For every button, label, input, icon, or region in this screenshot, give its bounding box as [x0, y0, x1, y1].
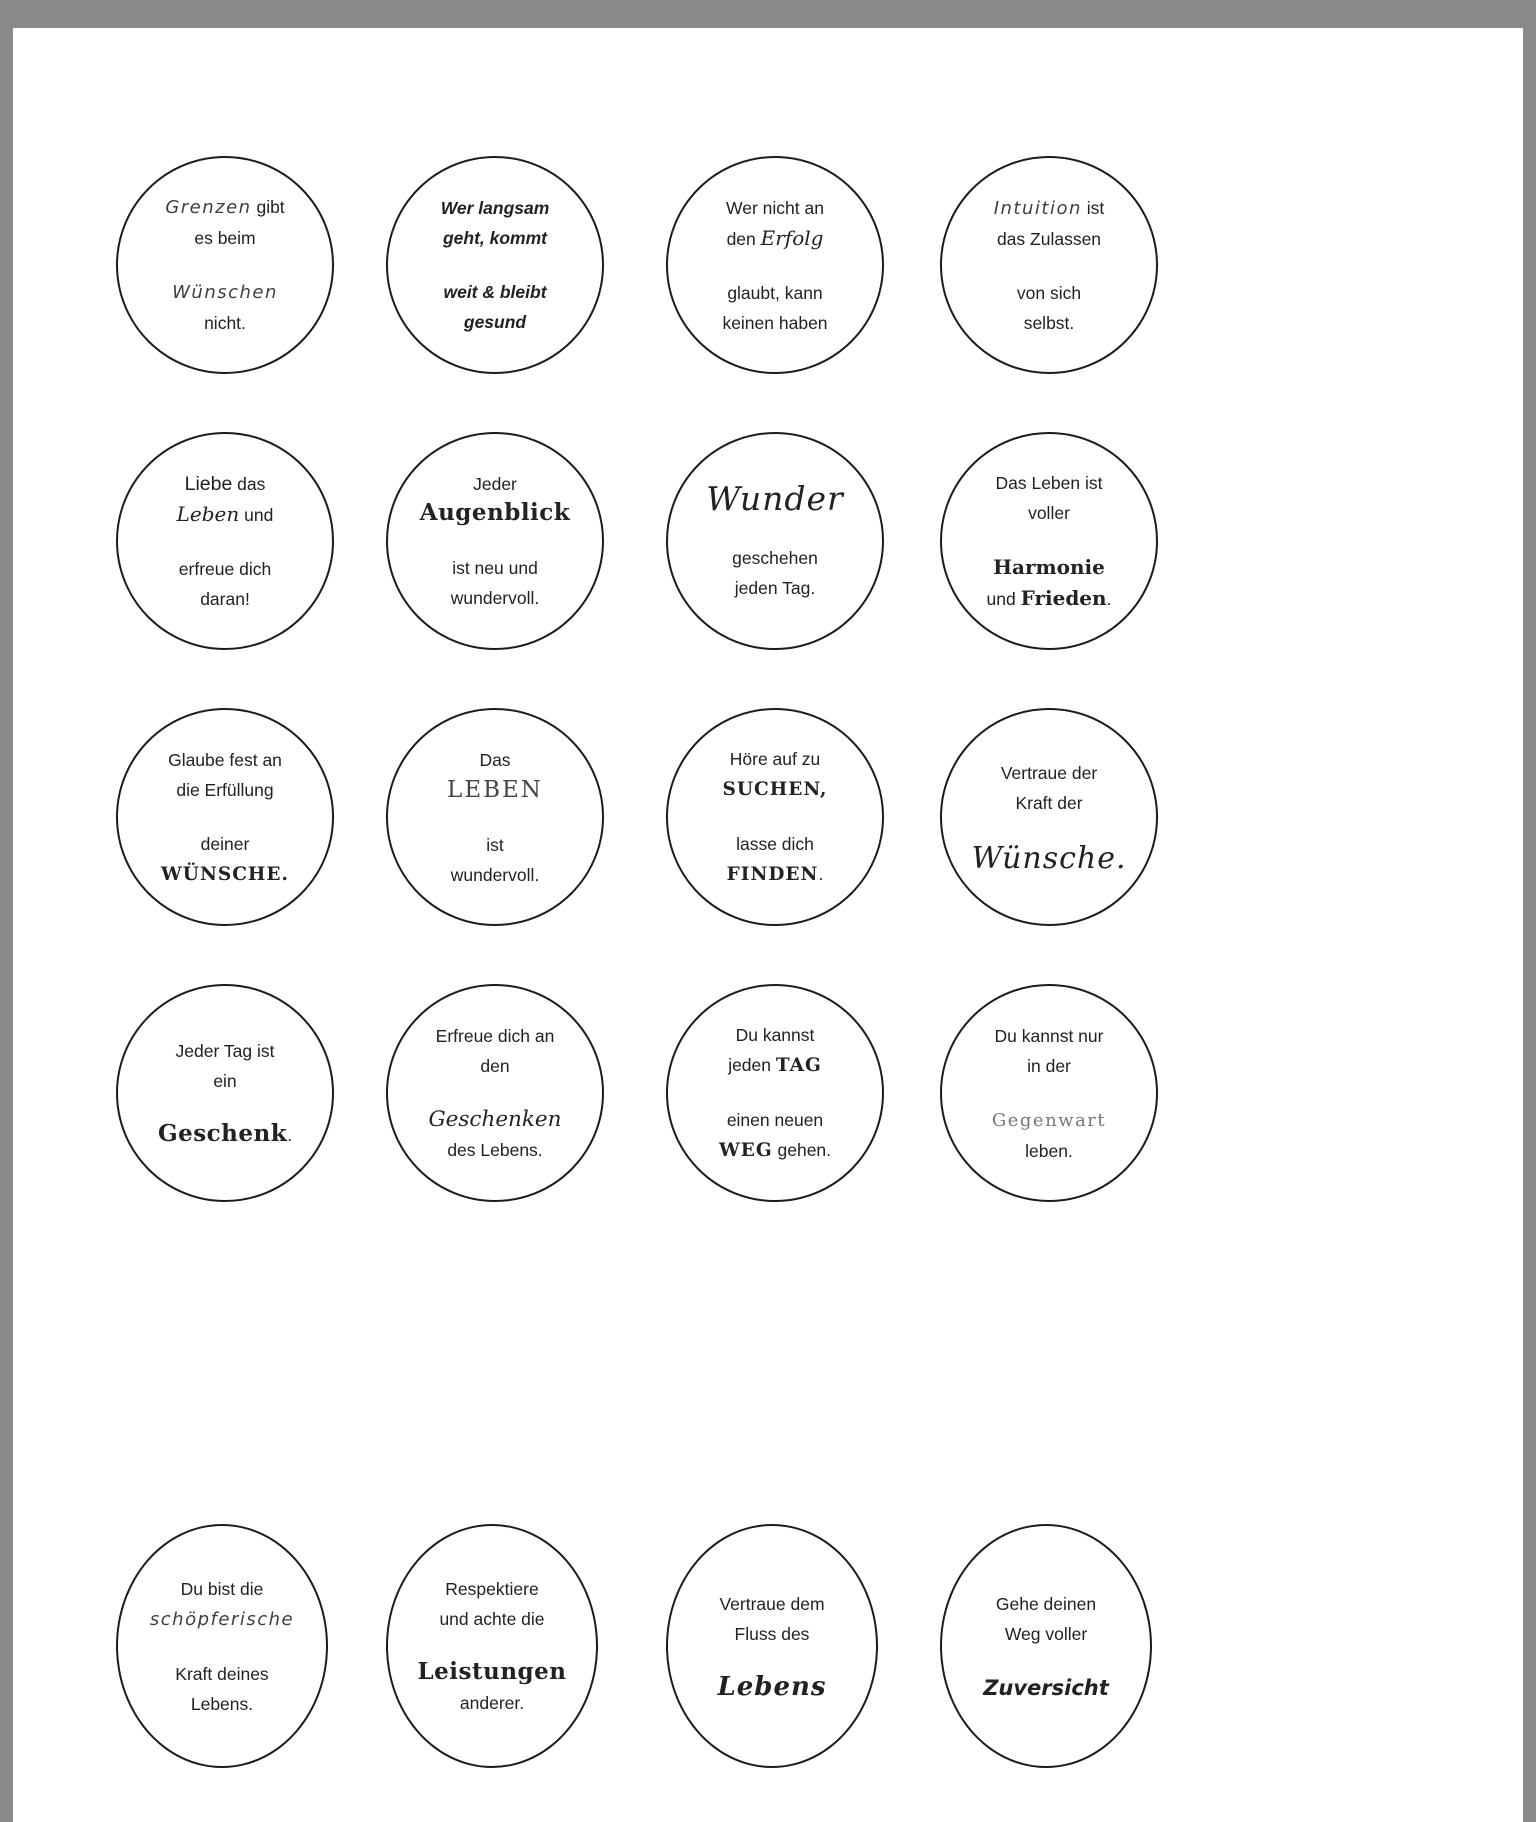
affirmation-circle — [386, 708, 604, 926]
text-line — [194, 223, 255, 253]
text-segment: und achte die — [439, 1609, 545, 1629]
text-segment: Vertraue der — [1000, 762, 1098, 783]
text-segment: und — [239, 504, 274, 525]
affirmation-circle — [666, 1524, 878, 1768]
affirmation-circle — [386, 984, 604, 1202]
text-segment: leben. — [1025, 1140, 1073, 1161]
text-line — [168, 745, 282, 775]
affirmation-circle — [116, 432, 334, 650]
text-segment: das — [232, 473, 266, 494]
text-line — [995, 468, 1102, 498]
text-segment: Das Leben ist — [995, 473, 1103, 493]
text-line — [736, 829, 814, 859]
text-line — [165, 192, 284, 223]
text-line — [473, 469, 517, 499]
affirmation-circle — [940, 984, 1158, 1202]
text-line — [429, 1105, 562, 1135]
text-segment: ist neu und — [452, 558, 538, 578]
text-segment: gehen. — [772, 1140, 832, 1160]
affirmation-circle — [116, 984, 334, 1202]
text-segment: des Lebens. — [447, 1140, 543, 1160]
text-line — [200, 584, 250, 614]
text-line — [176, 775, 273, 805]
text-line — [706, 480, 844, 519]
text-line — [722, 308, 827, 338]
text-line — [1015, 788, 1082, 818]
text-line — [172, 277, 278, 308]
text-segment: ist — [486, 834, 504, 855]
text-line — [486, 830, 504, 860]
text-line — [1024, 308, 1075, 338]
text-line — [158, 1120, 292, 1150]
text-line — [150, 1604, 294, 1635]
text-line — [479, 745, 510, 775]
text-segment: . — [818, 864, 824, 884]
text-line — [185, 469, 266, 499]
affirmation-circle — [940, 708, 1158, 926]
text-segment: selbst. — [1023, 312, 1075, 333]
text-segment: wundervoll. — [450, 864, 540, 885]
text-line — [728, 1050, 822, 1081]
text-line — [723, 774, 828, 805]
text-line — [181, 1574, 264, 1604]
text-line — [213, 1066, 236, 1096]
text-line — [735, 573, 815, 603]
text-line — [480, 1051, 509, 1081]
text-segment: keinen haben — [722, 312, 828, 333]
text-line — [727, 223, 824, 254]
styled-text-segment: Grenzen — [165, 197, 252, 218]
text-line — [1027, 1051, 1071, 1081]
styled-text-segment: WÜNSCHE. — [161, 863, 289, 885]
text-segment: von sich — [1016, 282, 1082, 303]
styled-text-segment: geht, kommt — [442, 228, 548, 248]
text-line — [176, 1036, 275, 1066]
text-line — [175, 1659, 268, 1689]
styled-text-segment: Erfolg — [760, 225, 824, 250]
styled-text-segment: gesund — [463, 312, 527, 332]
styled-text-segment: Lebens — [717, 1671, 827, 1702]
affirmation-circle — [666, 708, 884, 926]
styled-text-segment: Intuition — [993, 197, 1082, 219]
text-line — [439, 1604, 544, 1634]
affirmation-circle — [116, 156, 334, 374]
styled-text-segment: Liebe — [184, 472, 233, 495]
text-line — [445, 1574, 538, 1604]
text-line — [971, 842, 1126, 877]
text-line — [996, 1589, 1096, 1619]
styled-text-segment: Leben — [176, 501, 240, 526]
affirmation-circle — [940, 1524, 1152, 1768]
styled-text-segment: FINDEN — [726, 864, 819, 885]
styled-text-segment: Geschenken — [428, 1107, 562, 1132]
text-line — [1005, 1619, 1087, 1649]
text-segment: deiner — [200, 833, 250, 854]
text-segment: Lebens. — [190, 1693, 254, 1714]
text-line — [161, 859, 289, 890]
text-segment: glaubt, kann — [727, 282, 823, 303]
text-segment: Kraft der — [1015, 792, 1083, 813]
styled-text-segment: SUCHEN, — [722, 779, 828, 800]
styled-text-segment: Gegenwart — [991, 1109, 1107, 1131]
affirmation-circle — [116, 1524, 328, 1768]
text-segment: Du kannst — [735, 1025, 815, 1045]
text-line — [997, 224, 1101, 254]
text-segment: den — [480, 1056, 510, 1076]
text-line — [736, 1020, 815, 1050]
text-segment: die Erfüllung — [176, 779, 274, 800]
text-segment: Das — [479, 749, 511, 770]
text-line — [443, 277, 546, 307]
text-line — [983, 1673, 1109, 1704]
text-segment: gibt — [251, 197, 285, 217]
styled-text-segment: Wunder — [706, 478, 844, 518]
text-segment: ein — [213, 1071, 237, 1091]
affirmation-circle — [666, 432, 884, 650]
text-line — [460, 1688, 524, 1718]
styled-text-segment: Wünschen — [172, 282, 278, 303]
text-segment: . — [287, 1125, 293, 1145]
affirmation-circle — [116, 708, 334, 926]
text-line — [719, 1135, 831, 1166]
text-segment: und — [986, 589, 1021, 609]
text-segment: . — [1106, 589, 1112, 609]
text-segment: erfreue dich — [178, 558, 272, 579]
text-line — [995, 1021, 1104, 1051]
text-segment: Du bist die — [180, 1578, 264, 1599]
text-segment: Weg voller — [1004, 1623, 1088, 1644]
text-line — [1017, 278, 1081, 308]
affirmation-circle — [386, 1524, 598, 1768]
text-line — [179, 554, 271, 584]
text-line — [993, 552, 1105, 583]
text-segment: das Zulassen — [996, 228, 1102, 249]
text-segment: jeden — [728, 1055, 776, 1075]
styled-text-segment: Augenblick — [419, 499, 571, 526]
text-line — [727, 278, 822, 308]
styled-text-segment: Wer langsam — [440, 198, 550, 218]
text-line — [418, 1658, 567, 1688]
styled-text-segment: Geschenk — [157, 1120, 288, 1147]
text-segment: Respektiere — [445, 1579, 539, 1599]
affirmation-circle — [666, 156, 884, 374]
text-line — [1001, 758, 1097, 788]
text-segment: daran! — [200, 588, 250, 609]
text-segment: einen neuen — [726, 1110, 824, 1130]
text-line — [177, 499, 274, 530]
text-line — [447, 1135, 542, 1165]
text-line — [727, 1105, 823, 1135]
text-segment: anderer. — [459, 1693, 525, 1713]
styled-text-segment: LEBEN — [447, 776, 543, 803]
text-segment: Kraft deines — [175, 1663, 269, 1684]
text-line — [992, 1105, 1106, 1136]
styled-text-segment: TAG — [775, 1055, 822, 1076]
text-segment: Wer nicht an — [726, 197, 824, 218]
text-segment: Höre auf zu — [729, 749, 821, 769]
text-segment: Glaube fest an — [168, 749, 282, 770]
text-segment: lasse dich — [736, 834, 814, 854]
text-segment: den — [726, 228, 761, 249]
text-line — [191, 1689, 253, 1719]
text-line — [727, 859, 824, 890]
styled-text-segment: Harmonie — [993, 555, 1105, 579]
text-line — [447, 775, 543, 806]
styled-text-segment: Frieden — [1020, 586, 1107, 610]
text-segment: Erfreue dich an — [435, 1026, 555, 1046]
affirmation-circle — [940, 156, 1158, 374]
text-segment: Jeder — [473, 474, 517, 494]
text-line — [732, 543, 818, 573]
text-line — [452, 553, 538, 583]
text-line — [451, 860, 540, 890]
affirmation-circle — [666, 984, 884, 1202]
text-segment: in der — [1027, 1055, 1071, 1076]
text-segment: Du kannst nur — [994, 1025, 1104, 1046]
text-segment: Jeder Tag ist — [175, 1041, 275, 1061]
text-line — [464, 307, 526, 337]
text-line — [441, 193, 550, 223]
text-line — [420, 499, 571, 529]
text-line — [443, 223, 547, 253]
text-line — [1025, 1136, 1073, 1166]
text-line — [451, 583, 540, 613]
text-segment: es beim — [194, 228, 256, 248]
text-line — [436, 1021, 555, 1051]
text-line — [204, 308, 246, 338]
text-segment: voller — [1028, 503, 1070, 523]
text-line — [1028, 498, 1070, 528]
styled-text-segment: Wünsche. — [971, 840, 1127, 876]
text-line — [719, 1589, 824, 1619]
text-line — [726, 193, 824, 223]
text-line — [994, 193, 1105, 224]
text-line — [987, 583, 1112, 614]
styled-text-segment: weit & bleibt — [443, 282, 547, 302]
text-segment: geschehen — [732, 547, 818, 568]
text-segment: ist — [1081, 197, 1105, 218]
text-segment: jeden Tag. — [734, 577, 816, 598]
styled-text-segment: schöpferische — [149, 1608, 295, 1630]
text-line — [735, 1619, 810, 1649]
affirmation-circle — [940, 432, 1158, 650]
text-segment: wundervoll. — [450, 588, 540, 608]
text-segment: Vertraue dem — [719, 1593, 825, 1614]
styled-text-segment: Leistungen — [417, 1658, 567, 1685]
text-line — [717, 1673, 826, 1704]
text-line — [730, 744, 820, 774]
affirmation-circle — [386, 156, 604, 374]
styled-text-segment: Zuversicht — [983, 1675, 1109, 1700]
text-segment: Fluss des — [734, 1623, 810, 1644]
styled-text-segment: WEG — [718, 1140, 773, 1161]
text-segment: Gehe deinen — [995, 1593, 1097, 1614]
affirmation-circle — [386, 432, 604, 650]
document-sheet — [13, 28, 1523, 1822]
text-line — [201, 829, 250, 859]
text-segment: nicht. — [204, 313, 246, 333]
